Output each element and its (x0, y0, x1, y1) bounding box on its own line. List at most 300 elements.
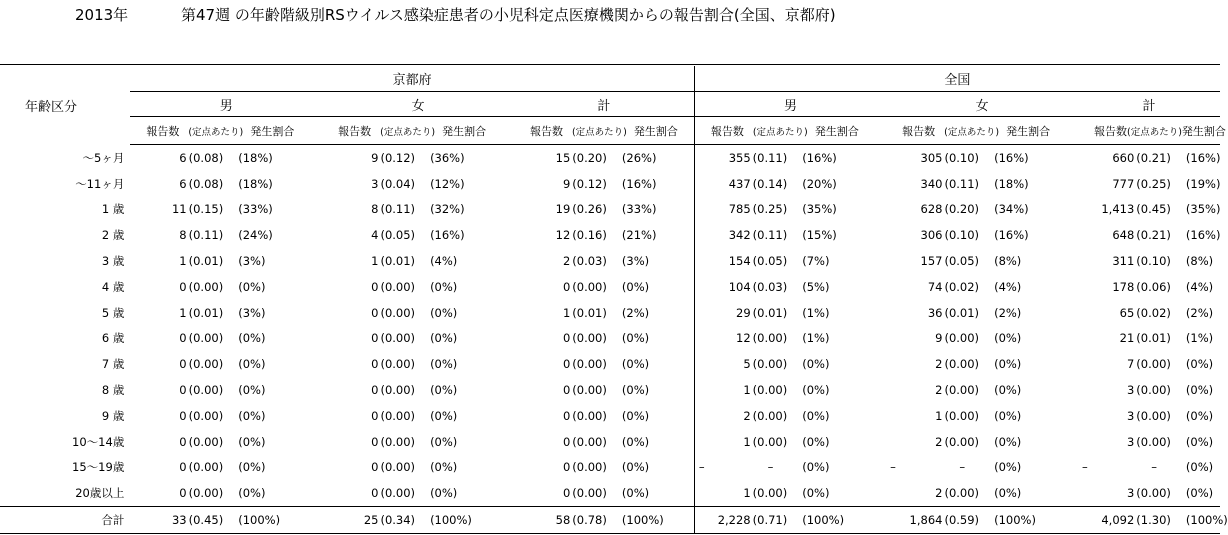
occurrence-ratio: (0%) (1185, 460, 1214, 475)
occurrence-ratio: (16%) (994, 150, 1029, 165)
occurrence-ratio: (0%) (238, 486, 266, 501)
report-count: 1 (694, 429, 750, 455)
per-site-rate: (0.00) (188, 383, 224, 398)
count-label: 報告数 (338, 124, 372, 138)
occurrence-ratio: (0%) (802, 357, 830, 372)
ratio-label: 発生割合 (633, 124, 678, 138)
report-count: 0 (562, 486, 571, 501)
report-count: 660 (1112, 150, 1135, 165)
sub-header-group (886, 117, 1078, 145)
count-label: 報告数 (146, 124, 180, 138)
per-site-rate: (0.15) (188, 202, 224, 217)
report-count: – (1082, 460, 1088, 475)
per-site-rate: (0.11) (188, 228, 224, 243)
per-site-rate: (0.00) (572, 408, 607, 423)
report-count: 1 (179, 305, 187, 320)
per-site-rate: (0.00) (572, 434, 607, 449)
report-count: 1 (694, 480, 750, 506)
occurrence-ratio: (0%) (802, 460, 830, 475)
per-site-rate: (0.00) (752, 383, 788, 398)
occurrence-ratio: (15%) (802, 228, 837, 243)
per-site-rate: (0.11) (380, 202, 416, 217)
per-site-rate: (0.10) (944, 150, 980, 165)
per-site-rate: (0.00) (752, 434, 788, 449)
ratio-label: 発生割合 (1006, 124, 1051, 138)
title-year: 2013年 (75, 6, 129, 24)
per-site-rate: (0.00) (944, 357, 980, 372)
per-site-rate: (0.00) (944, 408, 980, 423)
age-label: 4 歳 (101, 279, 125, 294)
table-row (0, 480, 1220, 506)
report-table (0, 66, 1228, 534)
age-label: 2 歳 (101, 228, 125, 243)
per-site-rate: (0.01) (752, 305, 788, 320)
occurrence-ratio: (0%) (430, 357, 458, 372)
occurrence-ratio: (33%) (238, 202, 273, 217)
report-count: 25 (322, 507, 378, 534)
per-site-rate: (0.00) (380, 486, 416, 501)
occurrence-ratio: (0%) (621, 434, 650, 449)
report-count: 0 (562, 357, 571, 372)
occurrence-ratio: (0%) (802, 408, 830, 423)
table-row (0, 455, 1220, 481)
table-row (0, 197, 1220, 223)
report-count: 4,092 (1078, 507, 1134, 534)
table-row (0, 248, 1220, 274)
age-label: 20歳以上 (75, 486, 125, 501)
report-count: 9 (935, 331, 943, 346)
age-label: 1 歳 (101, 202, 125, 217)
per-site-rate: (0.12) (572, 176, 607, 191)
per-site-label: (定点あたり) (188, 126, 244, 138)
per-site-rate: (0.00) (188, 486, 224, 501)
per-site-rate: (0.01) (188, 305, 224, 320)
occurrence-ratio: (35%) (802, 202, 837, 217)
per-site-rate: (0.03) (572, 254, 607, 269)
per-site-rate: (0.00) (572, 486, 607, 501)
page-title (75, 4, 836, 25)
report-count: 1 (694, 377, 750, 403)
per-site-rate: (0.11) (944, 176, 980, 191)
per-site-label: (定点あたり) (1127, 126, 1182, 138)
occurrence-ratio: (0%) (994, 434, 1022, 449)
occurrence-ratio: (0%) (1185, 408, 1214, 423)
report-count: 648 (1112, 228, 1135, 243)
sex-header-national-total: 計 (1078, 92, 1220, 117)
sex-header-national-female: 女 (886, 92, 1078, 117)
occurrence-ratio: (2%) (1185, 305, 1214, 320)
occurrence-ratio: (18%) (994, 176, 1029, 191)
report-count: 154 (694, 248, 750, 274)
report-count: 9 (371, 150, 379, 165)
report-count: 1 (371, 254, 379, 269)
occurrence-ratio: (0%) (238, 279, 266, 294)
report-count: 12 (694, 326, 750, 352)
age-label: 8 歳 (101, 383, 125, 398)
report-count: 306 (920, 228, 943, 243)
report-count: 0 (562, 331, 571, 346)
occurrence-ratio: (0%) (430, 460, 458, 475)
occurrence-ratio: (18%) (238, 150, 273, 165)
ratio-label: 発生割合 (814, 124, 859, 138)
age-label: ～5ヶ月 (82, 150, 125, 165)
report-count: 33 (130, 507, 186, 534)
occurrence-ratio: (0%) (802, 383, 830, 398)
per-site-rate: (0.20) (572, 150, 607, 165)
per-site-rate: (0.00) (188, 408, 224, 423)
occurrence-ratio: (0%) (1185, 357, 1214, 372)
report-count: – (890, 460, 896, 475)
report-count: 1 (179, 254, 187, 269)
report-count: 0 (562, 460, 571, 475)
occurrence-ratio: (0%) (430, 331, 458, 346)
area-header-national: 全国 (694, 66, 1220, 92)
per-site-label: (定点あたり) (380, 126, 436, 138)
report-count: 6 (179, 176, 187, 191)
occurrence-ratio: (1%) (1185, 331, 1214, 346)
occurrence-ratio: (36%) (430, 150, 465, 165)
report-count: 3 (1126, 383, 1135, 398)
age-label: 15～19歳 (72, 460, 125, 475)
report-count: 12 (555, 228, 571, 243)
per-site-rate: (0.01) (944, 305, 980, 320)
per-site-rate: (0.00) (572, 460, 607, 475)
occurrence-ratio: (0%) (1185, 486, 1214, 501)
per-site-rate: (0.11) (752, 228, 788, 243)
report-count: 628 (920, 202, 943, 217)
sex-header-kyoto-male: 男 (130, 92, 322, 117)
report-count: 437 (694, 171, 750, 197)
per-site-rate: (0.00) (572, 357, 607, 372)
occurrence-ratio: (0%) (994, 383, 1022, 398)
occurrence-ratio: (16%) (1185, 150, 1221, 165)
report-count: 342 (694, 222, 750, 248)
report-count: 777 (1112, 176, 1135, 191)
report-count: 0 (371, 331, 379, 346)
report-count: 36 (927, 305, 943, 320)
age-label: 5 歳 (101, 305, 125, 320)
occurrence-ratio: (35%) (1185, 202, 1221, 217)
per-site-rate: (0.21) (1136, 228, 1171, 243)
table-row (0, 377, 1220, 403)
occurrence-ratio: (0%) (621, 383, 650, 398)
report-count: 3 (1126, 408, 1135, 423)
report-count: 8 (179, 228, 187, 243)
per-site-rate: (0.20) (944, 202, 980, 217)
per-site-rate: (0.00) (1136, 357, 1171, 372)
occurrence-ratio: (26%) (621, 150, 657, 165)
per-site-rate: (0.00) (380, 383, 416, 398)
sub-header-group (130, 117, 322, 145)
report-count: 2 (935, 486, 943, 501)
occurrence-ratio: (16%) (621, 176, 657, 191)
per-site-rate: (0.45) (1136, 202, 1171, 217)
sex-header-kyoto-female: 女 (322, 92, 514, 117)
report-count: 0 (371, 434, 379, 449)
age-label: ～11ヶ月 (75, 176, 125, 191)
report-count: 58 (514, 507, 570, 534)
report-count: 0 (371, 357, 379, 372)
per-site-rate: (0.00) (1136, 486, 1171, 501)
count-label: 報告数 (1094, 124, 1127, 138)
occurrence-ratio: (0%) (802, 434, 830, 449)
per-site-rate: (0.08) (188, 150, 224, 165)
occurrence-ratio: (0%) (621, 331, 650, 346)
report-count: 1,413 (1101, 202, 1135, 217)
table-row (0, 351, 1220, 377)
per-site-rate: (0.71) (751, 507, 791, 534)
occurrence-ratio: (0%) (1185, 383, 1214, 398)
occurrence-ratio: (16%) (994, 228, 1029, 243)
occurrence-ratio: (100%) (226, 507, 322, 534)
report-count: 305 (920, 150, 943, 165)
occurrence-ratio: (0%) (994, 460, 1022, 475)
per-site-rate: (0.00) (188, 460, 224, 475)
report-count: 19 (555, 202, 571, 217)
occurrence-ratio: (0%) (430, 486, 458, 501)
occurrence-ratio: (12%) (430, 176, 465, 191)
table-row (0, 429, 1220, 455)
report-count: 1,864 (886, 507, 942, 534)
report-count: 3 (371, 176, 379, 191)
occurrence-ratio: (0%) (621, 279, 650, 294)
per-site-rate: (0.00) (380, 279, 416, 294)
per-site-rate: (0.45) (187, 507, 227, 534)
report-count: 0 (179, 460, 187, 475)
report-count: 1 (935, 408, 943, 423)
sex-header-kyoto-total: 計 (514, 92, 694, 117)
report-count: 9 (562, 176, 571, 191)
report-count: 6 (179, 150, 187, 165)
report-count: 2 (694, 403, 750, 429)
per-site-rate: (0.00) (188, 357, 224, 372)
occurrence-ratio: (21%) (621, 228, 657, 243)
per-site-rate: (0.00) (380, 460, 416, 475)
per-site-rate: (0.00) (944, 434, 980, 449)
per-site-label: (定点あたり) (752, 126, 808, 138)
ratio-label: 発生割合 (1181, 124, 1226, 138)
per-site-rate: (0.01) (188, 254, 224, 269)
occurrence-ratio: (0%) (621, 408, 650, 423)
occurrence-ratio: (0%) (238, 460, 266, 475)
per-site-rate: (0.00) (188, 279, 224, 294)
report-count: 0 (371, 460, 379, 475)
per-site-rate: (0.05) (752, 254, 788, 269)
occurrence-ratio: (3%) (621, 254, 650, 269)
occurrence-ratio: (0%) (621, 460, 650, 475)
occurrence-ratio: (100%) (790, 507, 886, 534)
age-label: 3 歳 (101, 254, 125, 269)
report-count: 178 (1112, 279, 1135, 294)
report-count: 1 (562, 305, 571, 320)
report-count: 0 (562, 408, 571, 423)
report-count: 2 (935, 434, 943, 449)
report-count: 0 (179, 383, 187, 398)
occurrence-ratio: (2%) (621, 305, 650, 320)
occurrence-ratio: (3%) (238, 305, 266, 320)
report-count: 15 (555, 150, 571, 165)
table-row (0, 326, 1220, 352)
occurrence-ratio: (4%) (1185, 279, 1214, 294)
occurrence-ratio: (32%) (430, 202, 465, 217)
per-site-rate: (0.08) (188, 176, 224, 191)
occurrence-ratio: (33%) (621, 202, 657, 217)
report-count: 2,228 (694, 507, 750, 534)
per-site-rate: (0.00) (572, 383, 607, 398)
per-site-rate: (1.30) (1134, 507, 1174, 534)
per-site-rate: (0.00) (944, 331, 980, 346)
report-count: 0 (371, 279, 379, 294)
sub-header-group (322, 117, 514, 145)
occurrence-ratio: (3%) (238, 254, 266, 269)
occurrence-ratio: (20%) (802, 176, 837, 191)
per-site-rate: (0.00) (188, 434, 224, 449)
occurrence-ratio: (8%) (1185, 254, 1214, 269)
occurrence-ratio: (16%) (802, 150, 837, 165)
per-site-rate: (0.00) (1136, 383, 1171, 398)
per-site-rate: (0.00) (1136, 408, 1171, 423)
occurrence-ratio: (24%) (238, 228, 273, 243)
occurrence-ratio: (8%) (994, 254, 1022, 269)
occurrence-ratio: (0%) (994, 408, 1022, 423)
per-site-rate: (0.01) (572, 305, 607, 320)
per-site-rate: (0.05) (944, 254, 980, 269)
per-site-rate: (0.06) (1136, 279, 1171, 294)
occurrence-ratio: (0%) (621, 357, 650, 372)
report-count: 4 (371, 228, 379, 243)
per-site-rate: (0.10) (1136, 254, 1171, 269)
report-count: 340 (920, 176, 943, 191)
table-row (0, 222, 1220, 248)
occurrence-ratio: (0%) (621, 486, 650, 501)
occurrence-ratio: (18%) (238, 176, 273, 191)
per-site-rate: – (1151, 460, 1157, 475)
report-count: 74 (927, 279, 943, 294)
occurrence-ratio: (100%) (1174, 507, 1220, 534)
occurrence-ratio: (0%) (238, 331, 266, 346)
occurrence-ratio: (100%) (610, 507, 694, 534)
report-count: 0 (562, 279, 571, 294)
count-label: 報告数 (529, 124, 563, 138)
table-row (0, 300, 1220, 326)
occurrence-ratio: (1%) (802, 305, 830, 320)
per-site-rate: (0.78) (570, 507, 610, 534)
occurrence-ratio: (5%) (802, 279, 830, 294)
per-site-rate: (0.16) (572, 228, 607, 243)
report-count: 0 (371, 408, 379, 423)
report-count: 0 (371, 305, 379, 320)
occurrence-ratio: (2%) (994, 305, 1022, 320)
report-count: 157 (920, 254, 943, 269)
report-count: 11 (171, 202, 187, 217)
occurrence-ratio: (4%) (430, 254, 458, 269)
sub-header-group (514, 117, 694, 145)
report-count: – (694, 455, 750, 481)
per-site-rate: (0.11) (752, 150, 788, 165)
per-site-rate: (0.00) (752, 486, 788, 501)
occurrence-ratio: (0%) (1185, 434, 1214, 449)
per-site-rate: (0.26) (572, 202, 607, 217)
report-count: 0 (371, 486, 379, 501)
per-site-rate: (0.03) (752, 279, 788, 294)
sub-header-group (1078, 117, 1226, 145)
age-label: 合計 (0, 507, 130, 534)
per-site-rate: (0.25) (752, 202, 788, 217)
report-count: 29 (694, 300, 750, 326)
area-header-kyoto: 京都府 (130, 66, 694, 92)
per-site-rate: (0.01) (380, 254, 416, 269)
occurrence-ratio: (0%) (994, 357, 1022, 372)
occurrence-ratio: (0%) (802, 486, 830, 501)
occurrence-ratio: (0%) (238, 357, 266, 372)
occurrence-ratio: (16%) (430, 228, 465, 243)
occurrence-ratio: (0%) (430, 434, 458, 449)
per-site-rate: (0.00) (380, 305, 416, 320)
per-site-rate: (0.00) (1136, 434, 1171, 449)
per-site-rate: (0.00) (752, 331, 788, 346)
occurrence-ratio: (0%) (430, 383, 458, 398)
report-count: 785 (694, 197, 750, 223)
per-site-rate: (0.12) (380, 150, 416, 165)
age-label: 7 歳 (101, 357, 125, 372)
report-count: 0 (179, 357, 187, 372)
table-row (0, 171, 1220, 197)
occurrence-ratio: (34%) (994, 202, 1029, 217)
occurrence-ratio: (0%) (994, 331, 1022, 346)
per-site-rate: (0.21) (1136, 150, 1171, 165)
report-count: 2 (935, 357, 943, 372)
occurrence-ratio: (100%) (982, 507, 1078, 534)
top-divider (0, 64, 1220, 65)
per-site-rate: (0.59) (942, 507, 982, 534)
report-count: 3 (1126, 434, 1135, 449)
ratio-label: 発生割合 (442, 124, 487, 138)
report-count: 0 (562, 383, 571, 398)
report-count: 0 (179, 331, 187, 346)
per-site-rate: (0.00) (944, 486, 980, 501)
report-count: 0 (179, 434, 187, 449)
report-count: 355 (694, 145, 750, 171)
per-site-rate: (0.25) (1136, 176, 1171, 191)
occurrence-ratio: (0%) (238, 383, 266, 398)
report-count: 7 (1126, 357, 1135, 372)
age-label: 10～14歳 (72, 434, 125, 449)
age-label: 6 歳 (101, 331, 125, 346)
per-site-rate: (0.34) (378, 507, 418, 534)
table-row (0, 145, 1220, 171)
per-site-rate: (0.00) (752, 357, 788, 372)
report-count: 3 (1126, 486, 1135, 501)
occurrence-ratio: (7%) (802, 254, 830, 269)
table-row (0, 274, 1220, 300)
report-count: 0 (179, 408, 187, 423)
per-site-rate: (0.00) (380, 357, 416, 372)
age-column-header: 年齢区分 (25, 99, 78, 115)
report-count: 65 (1119, 305, 1135, 320)
occurrence-ratio: (0%) (430, 408, 458, 423)
occurrence-ratio: (100%) (418, 507, 514, 534)
per-site-rate: (0.02) (1136, 305, 1171, 320)
ratio-label: 発生割合 (250, 124, 295, 138)
per-site-rate: (0.00) (572, 279, 607, 294)
report-count: 0 (562, 434, 571, 449)
per-site-rate: – (767, 460, 774, 475)
report-count: 5 (694, 351, 750, 377)
report-count: 0 (179, 279, 187, 294)
report-count: 311 (1112, 254, 1135, 269)
occurrence-ratio: (19%) (1185, 176, 1221, 191)
per-site-rate: (0.00) (944, 383, 980, 398)
